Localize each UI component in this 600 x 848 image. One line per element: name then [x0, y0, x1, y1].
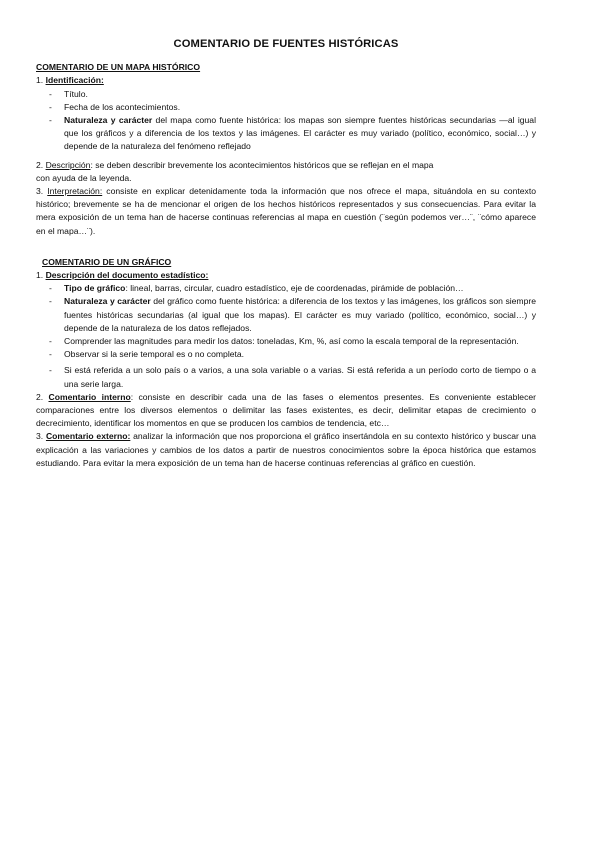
dash-bullet: - — [49, 101, 52, 112]
item-number: 3. — [36, 431, 44, 442]
list-item — [36, 101, 536, 114]
map-item-identificacion — [36, 74, 536, 87]
item-label: Descripción — [45, 159, 91, 170]
dash-bullet: - — [49, 336, 52, 347]
item-text: consiste en explicar detenidamente toda la información que nos ofrece el mapa, situándola en su contexto histórico; brevemente se ha de mencionar el origen de los hechos históricos representados y sus consecuencias. Para evitar la mera exposición de un tema han de hacerse continuas referencias al mapa en cuestión (¨según podemos ver…¨, ¨cómo aparece en el mapa…¨). — [36, 186, 536, 236]
dash-bullet: - — [49, 115, 52, 126]
bullet-text: Si está referida a un solo país o a varios, a una sola variable o a varias. Si está referida a un período corto de tiempo o a una serie larga. — [64, 365, 536, 389]
item-label: Comentario interno — [48, 391, 131, 402]
item-label: Interpretación: — [47, 186, 103, 197]
item-text: analizar la información que nos proporciona el gráfico insertándola en su contexto histórico y buscar una explicación a las variaciones y cambios de los datos a partir de nuestros conocimientos sobre la época histórica que estamos estudiando. Para evitar la mera exposición de un tema han de hacerse continuas referencias al gráfico en cuestión. — [36, 431, 537, 468]
list-item — [36, 364, 536, 390]
graph-item-comentario-interno — [36, 391, 536, 431]
bullet-text: Título. — [64, 88, 88, 99]
graph-item-comentario-externo — [36, 430, 536, 470]
item-text-continued: con ayuda de la leyenda. — [36, 172, 132, 183]
graph-item-descripcion — [36, 269, 536, 282]
document-page — [36, 38, 536, 470]
bullet-bold: Naturaleza y carácter — [64, 296, 151, 307]
dash-bullet: - — [49, 283, 52, 294]
dash-bullet: - — [49, 296, 52, 307]
map-item-descripcion — [36, 159, 536, 185]
list-item — [36, 335, 536, 348]
map-section-heading: COMENTARIO DE UN MAPA HISTÓRICO — [36, 62, 201, 73]
dash-bullet: - — [49, 88, 52, 99]
list-item — [36, 88, 536, 101]
map-item-interpretacion — [36, 185, 536, 238]
bullet-bold: Tipo de gráfico — [64, 283, 126, 294]
bullet-text: Fecha de los acontecimientos. — [64, 101, 181, 112]
bullet-text: Comprender las magnitudes para medir los datos: toneladas, Km, %, así como la escala temporal de la representación. — [64, 336, 519, 347]
item-number: 1. — [36, 75, 44, 86]
dash-bullet: - — [49, 365, 52, 376]
item-number: 3. — [36, 186, 44, 197]
map-identificacion-list — [36, 88, 536, 154]
list-item — [36, 114, 536, 154]
bullet-text: Observar si la serie temporal es o no completa. — [64, 349, 245, 360]
bullet-bold: Naturaleza y carácter — [64, 115, 153, 126]
list-item — [36, 295, 536, 335]
item-label: Identificación: — [45, 75, 104, 86]
item-text: : consiste en describir cada una de las fases o elementos presentes. Es conveniente establecer comparaciones entre los diversos elementos o delimitar las fases existentes, es decir, delimitar etapas de crecimiento o decrecimiento, identificar los momentos en que se producen los cambios de tendencia, etc… — [36, 391, 537, 429]
page-title: COMENTARIO DE FUENTES HISTÓRICAS — [173, 38, 399, 50]
list-item — [36, 282, 536, 295]
graph-descripcion-list — [36, 282, 536, 391]
item-label: Comentario externo: — [45, 431, 131, 442]
item-text: : se deben describir brevemente los acontecimientos históricos que se reflejan en el mapa — [90, 159, 434, 170]
item-number: 2. — [36, 391, 44, 402]
graph-section-heading: COMENTARIO DE UN GRÁFICO — [42, 256, 172, 267]
map-section — [36, 61, 536, 238]
bullet-text: : lineal, barras, circular, cuadro estadístico, eje de coordenadas, pirámide de población… — [125, 283, 464, 294]
item-number: 1. — [36, 270, 44, 281]
list-item — [36, 348, 536, 361]
item-number: 2. — [36, 159, 44, 170]
graph-section — [36, 256, 536, 470]
bullet-text: del gráfico como fuente histórica: a diferencia de los textos y las imágenes, los gráficos son siempre fuentes históricas secundarias (al igual que los mapas). El carácter es muy variado (político, económico, social…) y depende de la naturaleza de los datos reflejados. — [64, 296, 537, 333]
dash-bullet: - — [49, 349, 52, 360]
item-label: Descripción del documento estadístico: — [45, 270, 209, 281]
bullet-text: del mapa como fuente histórica: los mapas son siempre fuentes históricas secundarias —al igual que los gráficos y a diferencia de los textos y las imágenes. El carácter es muy variado (político, económico, social…) y depende de la naturaleza del fenómeno reflejado — [64, 115, 536, 152]
